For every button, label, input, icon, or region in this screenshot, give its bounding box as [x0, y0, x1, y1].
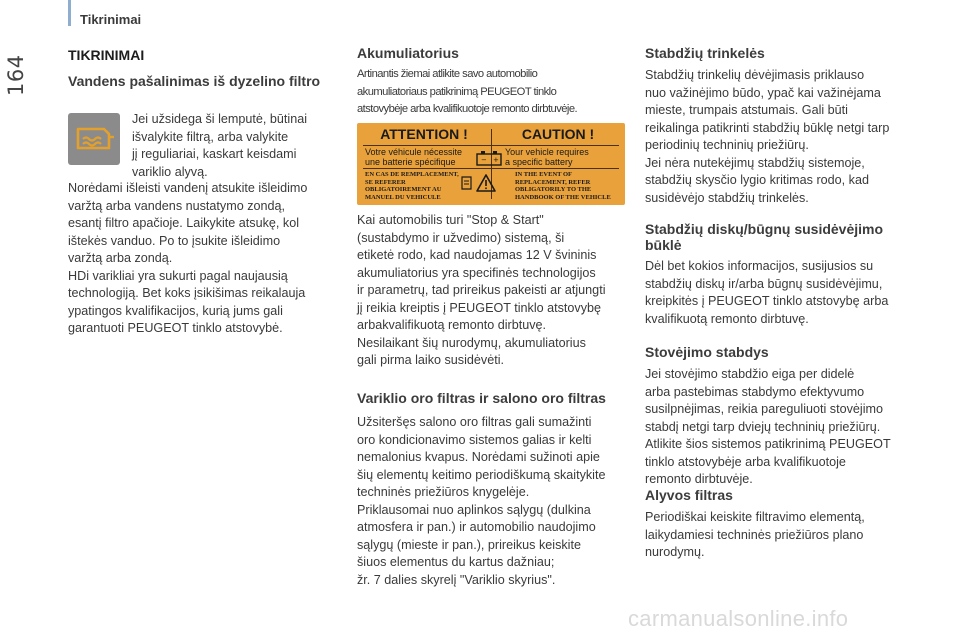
section-marker-bar — [68, 0, 71, 26]
heading-brake-discs: Stabdžių diskų/būgnų susidėvėjimo būklė — [645, 221, 884, 253]
heading-air-filters: Variklio oro filtras ir salono oro filtras — [357, 390, 606, 406]
svg-text:−: − — [481, 156, 487, 164]
icon-description: Jei užsidega ši lemputė, būtinai išvalykite filtrą, arba valykite jį reguliariai, kaskart keisdami variklio alyvą. — [132, 112, 308, 179]
battery-icon — [475, 150, 503, 166]
manual-book-icon — [460, 175, 474, 191]
page-number: 164 — [4, 54, 28, 96]
page-title: TIKRINIMAI — [68, 47, 145, 63]
heading-water-drain: Vandens pašalinimas iš dyzelino filtro — [68, 73, 321, 89]
heading-brake-pads: Stabdžių trinkelės — [645, 45, 765, 61]
parking-brake-body: Jei stovėjimo stabdžio eiga per didelė arba pastebimas stabdymo efektyvumo susilpnėjimas, reikia pareguliuoti stovėjimo stabdį netgi tarp dviejų techninių priežiūrų. Atlikite šios sistemos patikrinimą PEUGEOT tinklo atstovybėje arba kvalifikuotoje remonto dirbtuvėje. — [645, 367, 891, 486]
label-right-subtitle: Your vehicle requires a specific battery — [505, 147, 589, 167]
battery-body: Kai automobilis turi "Stop & Start" (sustabdymo ir užvedimo) sistemą, ši etiketė rodo, kad naudojamas 12 V švininis akumuliatorius yra specifinės technologijos ir parametrų, tad prireikus pakeisti ar atjungti jį reikia kreiptis į PEUGEOT tinklo atstovybę arbakvalifikuotą remonto dirbtuvę. Nesilaikant šių nurodymų, akumuliatorius gali pirma laiko susidėvėti. — [357, 213, 606, 367]
water-in-diesel-filter-icon — [68, 113, 120, 165]
heading-parking-brake: Stovėjimo stabdys — [645, 344, 769, 360]
battery-warning-label — [357, 123, 625, 205]
oil-filter-body: Periodiškai keiskite filtravimo elementą, laikydamiesi techninės priežiūros plano nurodymų. — [645, 510, 865, 559]
label-right-notice: IN THE EVENT OF REPLACEMENT, REFER OBLIGATORILY TO THE HANDBOOK OF THE VEHICLE — [515, 171, 611, 201]
label-attention-title: ATTENTION ! — [380, 126, 468, 142]
label-left-subtitle: Votre véhicule nécessite une batterie spécifique — [365, 147, 463, 167]
battery-subtitle: Artinantis žiemai atlikite savo automobilio akumuliatoriaus patikrinimą PEUGEOT tinklo atstovybėje arba kvalifikuotoje remonto dirbtuvėje. — [357, 68, 578, 115]
watermark: carmanualsonline.info — [628, 606, 849, 631]
brake-discs-body: Dėl bet kokios informacijos, susijusios su stabdžių diskų ir/arba būgnų susidėvėjimu, kreipkitės į PEUGEOT tinklo atstovybę arba kvalifikuotą remonto dirbtuvę. — [645, 259, 889, 326]
section-label: Tikrinimai — [80, 12, 142, 27]
brake-pads-body: Stabdžių trinkelių dėvėjimasis priklauso nuo važinėjimo būdo, ypač kai važinėjama mieste, trumpais atstumais. Gali būti reikalinga patikrinti stabdžių būklę netgi tarp periodinių techninių priežiūrų. Jei nėra nutekėjimų stabdžių sistemoje, stabdžių skysčio lygio kritimas rodo, kad susidėvėjo stabdžių trinkelės. — [645, 68, 890, 205]
warning-triangle-icon — [475, 173, 497, 193]
label-caution-title: CAUTION ! — [521, 126, 595, 142]
air-filters-body: Užsiteršęs salono oro filtras gali sumažinti oro kondicionavimo sistemos galias ir kelti nemalonius kvapus. Norėdami sužinoti apie šių elementų keitimo periodiškumą skaitykite techninės priežiūros knygelėje. Priklausomai nuo aplinkos sąlygų (dulkina atmosfera ir pan.) ir automobilio naudojimo sąlygų (mieste ir pan.), prireikus keiskite šiuos elementus du kartus dažniau; žr. 7 dalies skyrelį "Variklio skyrius". — [357, 415, 606, 587]
svg-text:+: + — [493, 156, 499, 164]
heading-battery: Akumuliatorius — [357, 45, 459, 61]
heading-oil-filter: Alyvos filtras — [645, 487, 733, 503]
label-left-notice: EN CAS DE REMPLACEMENT, SE REFERER OBLIGATOIREMENT AU MANUEL DU VEHICULE — [365, 171, 459, 201]
water-drain-body: Norėdami išleisti vandenį atsukite išleidimo varžtą arba vandens nustatymo zondą, esantį filtro apačioje. Laikykite atsukę, kol ištekės vanduo. Po to įsukite išleidimo varžtą arba zondą. HDi varikliai yra sukurti pagal naujausią technologiją. Bet koks įsikišimas reikalauja ypatingos kvalifikacijos, kurią jums gali garantuoti PEUGEOT tinklo atstovybė. — [68, 181, 308, 335]
